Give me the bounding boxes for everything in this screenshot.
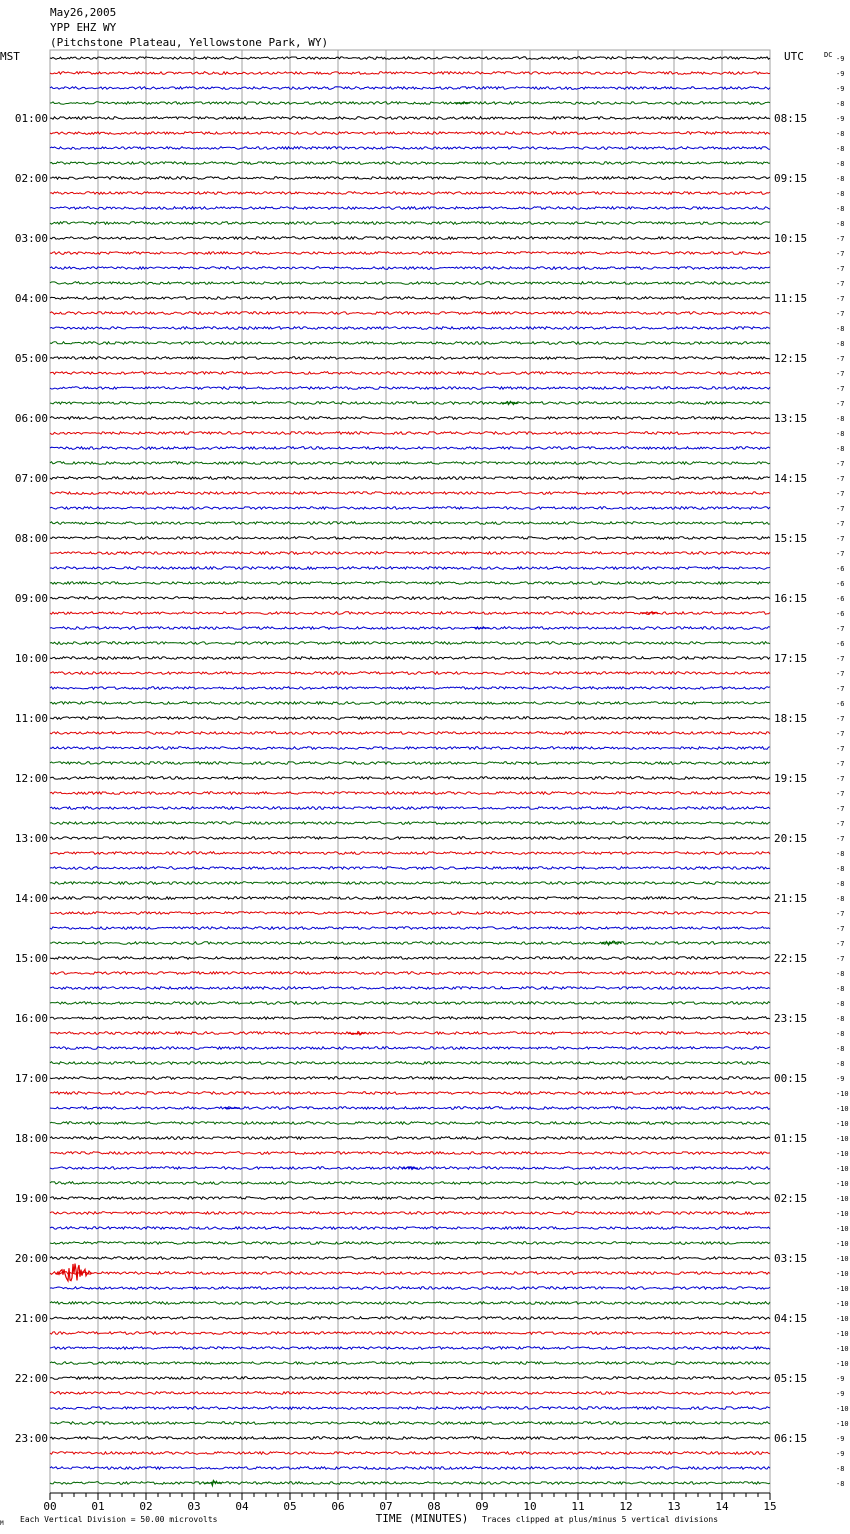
seismic-trace	[50, 852, 770, 855]
dc-offset-label: -7	[836, 940, 845, 948]
footer-marker: M	[0, 1520, 4, 1527]
dc-offset-label: -7	[836, 550, 845, 558]
seismic-trace	[50, 627, 770, 630]
x-tick-label: 06	[331, 1500, 345, 1513]
seismic-trace	[50, 417, 770, 420]
dc-offset-label: -8	[836, 205, 845, 213]
dc-offset-label: -8	[836, 220, 845, 228]
x-tick-label: 10	[523, 1500, 537, 1513]
dc-offset-label: -8	[836, 100, 845, 108]
seismic-trace	[50, 987, 770, 990]
mst-hour-label: 15:00	[14, 952, 48, 965]
dc-offset-label: -6	[836, 640, 845, 648]
dc-offset-label: -9	[836, 115, 845, 123]
mst-hour-label: 19:00	[14, 1192, 48, 1205]
x-tick-label: 00	[43, 1500, 57, 1513]
seismic-trace	[50, 162, 770, 165]
traces	[50, 57, 770, 1485]
mst-hour-label: 07:00	[14, 472, 48, 485]
seismic-trace	[50, 1197, 770, 1200]
seismic-trace	[50, 687, 770, 690]
dc-offset-label: -7	[836, 820, 845, 828]
dc-offset-label: -8	[836, 340, 845, 348]
dc-offset-label: -10	[836, 1135, 849, 1143]
mst-hour-label: 23:00	[14, 1432, 48, 1445]
seismic-trace	[50, 837, 770, 840]
seismic-trace	[50, 702, 770, 705]
seismic-trace	[50, 282, 770, 285]
seismic-trace	[50, 1017, 770, 1020]
x-tick-label: 09	[475, 1500, 489, 1513]
seismic-trace	[50, 1227, 770, 1230]
dc-offset-label: -6	[836, 565, 845, 573]
seismic-trace	[50, 267, 770, 270]
dc-offset-label: -7	[836, 520, 845, 528]
seismic-trace	[50, 147, 770, 150]
seismic-trace	[50, 342, 770, 345]
seismic-trace	[50, 432, 770, 435]
seismic-trace	[50, 1002, 770, 1005]
dc-offset-label: -8	[836, 130, 845, 138]
dc-offset-label: -8	[836, 895, 845, 903]
seismic-trace	[50, 192, 770, 195]
dc-offset-label: -10	[836, 1180, 849, 1188]
seismic-trace	[50, 402, 770, 405]
dc-offset-label: -10	[836, 1345, 849, 1353]
dc-offset-label: -6	[836, 700, 845, 708]
dc-offset-label: -7	[836, 535, 845, 543]
utc-hour-label: 18:15	[774, 712, 808, 725]
dc-offset-label: -7	[836, 685, 845, 693]
seismic-trace	[50, 1212, 770, 1215]
mst-hour-label: 16:00	[14, 1012, 48, 1025]
seismic-trace	[50, 1242, 770, 1245]
dc-offset-label: -7	[836, 730, 845, 738]
seismic-trace	[50, 777, 770, 780]
dc-offset-label: -10	[836, 1285, 849, 1293]
seismic-trace	[50, 507, 770, 510]
mst-hour-label: 08:00	[14, 532, 48, 545]
dc-label: DC	[824, 51, 833, 59]
mst-hour-label: 20:00	[14, 1252, 48, 1265]
seismic-trace	[50, 1437, 770, 1440]
location-label: (Pitchstone Plateau, Yellowstone Park, WY)	[50, 36, 329, 49]
utc-hour-label: 01:15	[774, 1132, 808, 1145]
dc-offset-label: -9	[836, 1075, 845, 1083]
dc-offset-label: -10	[836, 1360, 849, 1368]
mst-hour-label: 18:00	[14, 1132, 48, 1145]
dc-offset-label: -10	[836, 1300, 849, 1308]
mst-hour-label: 01:00	[14, 112, 48, 125]
x-axis	[43, 1493, 776, 1513]
dc-offset-label: -10	[836, 1120, 849, 1128]
seismic-trace	[50, 582, 770, 585]
dc-offset-label: -8	[836, 880, 845, 888]
utc-hour-label: 13:15	[774, 412, 808, 425]
seismic-trace	[50, 912, 770, 915]
dc-offset-label: -7	[836, 760, 845, 768]
seismic-trace	[50, 957, 770, 960]
dc-offset-label: -7	[836, 670, 845, 678]
x-tick-label: 05	[283, 1500, 297, 1513]
mst-hour-label: 14:00	[14, 892, 48, 905]
seismic-trace	[50, 252, 770, 255]
dc-offset-label: -7	[836, 460, 845, 468]
seismic-trace	[50, 537, 770, 540]
seismic-trace	[50, 117, 770, 120]
dc-offset-label: -10	[836, 1240, 849, 1248]
utc-hour-label: 20:15	[774, 832, 808, 845]
dc-offset-label: -7	[836, 910, 845, 918]
seismic-trace	[50, 897, 770, 900]
clip-note: Traces clipped at plus/minus 5 vertical divisions	[482, 1515, 719, 1524]
dc-offset-label: -9	[836, 55, 845, 63]
mst-hour-label: 22:00	[14, 1372, 48, 1385]
seismic-trace	[50, 72, 770, 75]
dc-offset-label: -8	[836, 190, 845, 198]
seismic-trace	[50, 237, 770, 240]
utc-hour-label: 02:15	[774, 1192, 808, 1205]
dc-offset-label: -8	[836, 1060, 845, 1068]
seismic-trace	[50, 1137, 770, 1140]
dc-offset-labels	[836, 55, 849, 1488]
dc-offset-label: -7	[836, 295, 845, 303]
dc-offset-label: -9	[836, 1390, 845, 1398]
mst-hour-label: 17:00	[14, 1072, 48, 1085]
seismic-trace	[50, 222, 770, 225]
dc-offset-label: -7	[836, 655, 845, 663]
seismic-trace	[50, 1362, 770, 1365]
dc-offset-label: -8	[836, 1030, 845, 1038]
dc-offset-label: -7	[836, 250, 845, 258]
seismic-trace	[50, 387, 770, 390]
dc-offset-label: -8	[836, 1015, 845, 1023]
utc-hour-label: 22:15	[774, 952, 808, 965]
dc-offset-label: -6	[836, 610, 845, 618]
seismic-trace	[50, 807, 770, 810]
dc-offset-label: -7	[836, 715, 845, 723]
seismic-trace	[50, 1302, 770, 1305]
mst-hour-label: 04:00	[14, 292, 48, 305]
dc-offset-label: -7	[836, 625, 845, 633]
dc-offset-label: -8	[836, 415, 845, 423]
dc-offset-label: -9	[836, 1450, 845, 1458]
x-tick-label: 12	[619, 1500, 633, 1513]
seismic-trace	[50, 1122, 770, 1125]
dc-offset-label: -10	[836, 1105, 849, 1113]
seismic-trace	[50, 1392, 770, 1395]
dc-offset-label: -7	[836, 310, 845, 318]
utc-hour-label: 09:15	[774, 172, 808, 185]
utc-hour-label: 16:15	[774, 592, 808, 605]
dc-offset-label: -8	[836, 850, 845, 858]
dc-offset-label: -7	[836, 355, 845, 363]
mst-hour-label: 12:00	[14, 772, 48, 785]
seismic-trace	[50, 102, 770, 105]
x-tick-label: 01	[91, 1500, 105, 1513]
x-tick-label: 15	[763, 1500, 777, 1513]
seismic-trace	[50, 927, 770, 930]
dc-offset-label: -7	[836, 835, 845, 843]
x-tick-label: 11	[571, 1500, 585, 1513]
seismic-trace	[50, 882, 770, 885]
right-timezone-label: UTC	[784, 50, 804, 63]
seismic-trace	[50, 1287, 770, 1290]
seismic-trace	[50, 792, 770, 795]
mst-hour-label: 09:00	[14, 592, 48, 605]
dc-offset-label: -8	[836, 145, 845, 153]
utc-hour-label: 15:15	[774, 532, 808, 545]
dc-offset-label: -10	[836, 1405, 849, 1413]
dc-offset-label: -7	[836, 400, 845, 408]
seismic-trace	[50, 747, 770, 750]
dc-offset-label: -7	[836, 280, 845, 288]
seismic-trace	[50, 1107, 770, 1110]
x-axis-title: TIME (MINUTES)	[375, 1512, 469, 1525]
dc-offset-label: -9	[836, 85, 845, 93]
seismic-trace	[50, 612, 770, 615]
utc-hour-label: 14:15	[774, 472, 808, 485]
dc-offset-label: -7	[836, 370, 845, 378]
x-tick-label: 03	[187, 1500, 201, 1513]
x-tick-label: 02	[139, 1500, 153, 1513]
seismic-trace	[50, 762, 770, 765]
event-burst	[348, 1032, 366, 1035]
seismic-trace	[50, 477, 770, 480]
dc-offset-label: -8	[836, 1465, 845, 1473]
dc-offset-label: -7	[836, 475, 845, 483]
seismic-trace	[50, 1047, 770, 1050]
dc-offset-label: -10	[836, 1330, 849, 1338]
utc-hour-label: 11:15	[774, 292, 808, 305]
seismic-trace	[50, 717, 770, 720]
dc-offset-label: -7	[836, 805, 845, 813]
x-tick-label: 14	[715, 1500, 729, 1513]
dc-offset-label: -10	[836, 1150, 849, 1158]
dc-offset-label: -7	[836, 235, 845, 243]
seismic-trace	[50, 177, 770, 180]
mst-hour-label: 03:00	[14, 232, 48, 245]
mst-hour-label: 06:00	[14, 412, 48, 425]
seismic-trace	[50, 1407, 770, 1410]
dc-offset-label: -8	[836, 1045, 845, 1053]
seismic-trace	[50, 207, 770, 210]
utc-hour-label: 17:15	[774, 652, 808, 665]
utc-hour-label: 23:15	[774, 1012, 808, 1025]
seismic-trace	[50, 1317, 770, 1320]
utc-hour-label: 08:15	[774, 112, 808, 125]
dc-offset-label: -7	[836, 745, 845, 753]
dc-offset-label: -7	[836, 955, 845, 963]
seismic-trace	[50, 1482, 770, 1485]
seismic-trace	[50, 822, 770, 825]
dc-offset-label: -8	[836, 1000, 845, 1008]
seismic-trace	[50, 447, 770, 450]
dc-offset-label: -6	[836, 595, 845, 603]
seismic-trace	[50, 1452, 770, 1455]
mst-hour-label: 10:00	[14, 652, 48, 665]
dc-offset-label: -8	[836, 430, 845, 438]
seismic-trace	[50, 462, 770, 465]
seismic-trace	[50, 1332, 770, 1335]
seismic-trace	[50, 1152, 770, 1155]
mst-hour-label: 11:00	[14, 712, 48, 725]
seismic-trace	[50, 312, 770, 315]
seismic-trace	[50, 522, 770, 525]
dc-offset-label: -10	[836, 1165, 849, 1173]
seismic-trace	[50, 1467, 770, 1470]
mst-hour-label: 05:00	[14, 352, 48, 365]
utc-hour-label: 05:15	[774, 1372, 808, 1385]
seismic-trace	[50, 1182, 770, 1185]
mst-hour-label: 02:00	[14, 172, 48, 185]
date-label: May26,2005	[50, 6, 117, 19]
seismic-trace	[50, 942, 770, 945]
utc-hour-label: 10:15	[774, 232, 808, 245]
utc-hour-label: 12:15	[774, 352, 808, 365]
seismic-trace	[50, 57, 770, 60]
utc-hour-label: 21:15	[774, 892, 808, 905]
x-tick-label: 08	[427, 1500, 441, 1513]
seismic-trace	[50, 552, 770, 555]
dc-offset-label: -9	[836, 1375, 845, 1383]
seismic-trace	[50, 1092, 770, 1095]
seismic-trace	[50, 87, 770, 90]
utc-hour-label: 06:15	[774, 1432, 808, 1445]
dc-offset-label: -7	[836, 265, 845, 273]
dc-offset-label: -9	[836, 70, 845, 78]
x-tick-label: 13	[667, 1500, 681, 1513]
dc-offset-label: -9	[836, 1435, 845, 1443]
dc-offset-label: -10	[836, 1420, 849, 1428]
x-tick-label: 07	[379, 1500, 393, 1513]
event-burst	[204, 1481, 221, 1486]
seismic-trace	[50, 492, 770, 495]
seismic-trace	[50, 867, 770, 870]
utc-hour-label: 03:15	[774, 1252, 808, 1265]
seismic-trace	[50, 657, 770, 660]
scale-note: Each Vertical Division = 50.00 microvolts	[20, 1515, 218, 1524]
dc-offset-label: -7	[836, 505, 845, 513]
seismic-trace	[50, 1347, 770, 1350]
dc-offset-label: -10	[836, 1210, 849, 1218]
seismic-trace	[50, 1257, 770, 1260]
dc-offset-label: -8	[836, 1480, 845, 1488]
dc-offset-label: -8	[836, 865, 845, 873]
seismic-trace	[50, 1422, 770, 1425]
dc-offset-label: -8	[836, 970, 845, 978]
seismic-trace	[50, 297, 770, 300]
dc-offset-label: -8	[836, 445, 845, 453]
mst-hour-label: 21:00	[14, 1312, 48, 1325]
x-tick-label: 04	[235, 1500, 249, 1513]
utc-hour-label: 04:15	[774, 1312, 808, 1325]
dc-offset-label: -10	[836, 1195, 849, 1203]
dc-offset-label: -10	[836, 1255, 849, 1263]
seismic-trace	[50, 1032, 770, 1035]
dc-offset-label: -7	[836, 790, 845, 798]
dc-offset-label: -7	[836, 925, 845, 933]
dc-offset-label: -7	[836, 490, 845, 498]
seismic-trace	[50, 1062, 770, 1065]
seismic-trace	[50, 1272, 770, 1275]
seismic-trace	[50, 642, 770, 645]
utc-hour-label: 19:15	[774, 772, 808, 785]
dc-offset-label: -8	[836, 160, 845, 168]
seismic-trace	[50, 1377, 770, 1380]
dc-offset-label: -10	[836, 1225, 849, 1233]
mst-hour-label: 13:00	[14, 832, 48, 845]
station-label: YPP EHZ WY	[50, 21, 117, 34]
dc-offset-label: -8	[836, 325, 845, 333]
seismic-trace	[50, 372, 770, 375]
seismic-trace	[50, 327, 770, 330]
seismic-trace	[50, 567, 770, 570]
dc-offset-label: -8	[836, 985, 845, 993]
seismic-trace	[50, 132, 770, 135]
seismic-trace	[50, 972, 770, 975]
utc-hour-label: 00:15	[774, 1072, 808, 1085]
seismic-trace	[50, 597, 770, 600]
seismic-trace	[50, 357, 770, 360]
dc-offset-label: -8	[836, 175, 845, 183]
dc-offset-label: -10	[836, 1270, 849, 1278]
dc-offset-label: -7	[836, 385, 845, 393]
seismic-trace	[50, 1077, 770, 1080]
seismic-trace	[50, 732, 770, 735]
dc-offset-label: -10	[836, 1090, 849, 1098]
dc-offset-label: -6	[836, 580, 845, 588]
right-hour-labels	[774, 112, 807, 1445]
left-hour-labels	[15, 112, 48, 1445]
dc-offset-label: -10	[836, 1315, 849, 1323]
dc-offset-label: -7	[836, 775, 845, 783]
left-timezone-label: MST	[0, 50, 20, 63]
seismic-trace	[50, 672, 770, 675]
